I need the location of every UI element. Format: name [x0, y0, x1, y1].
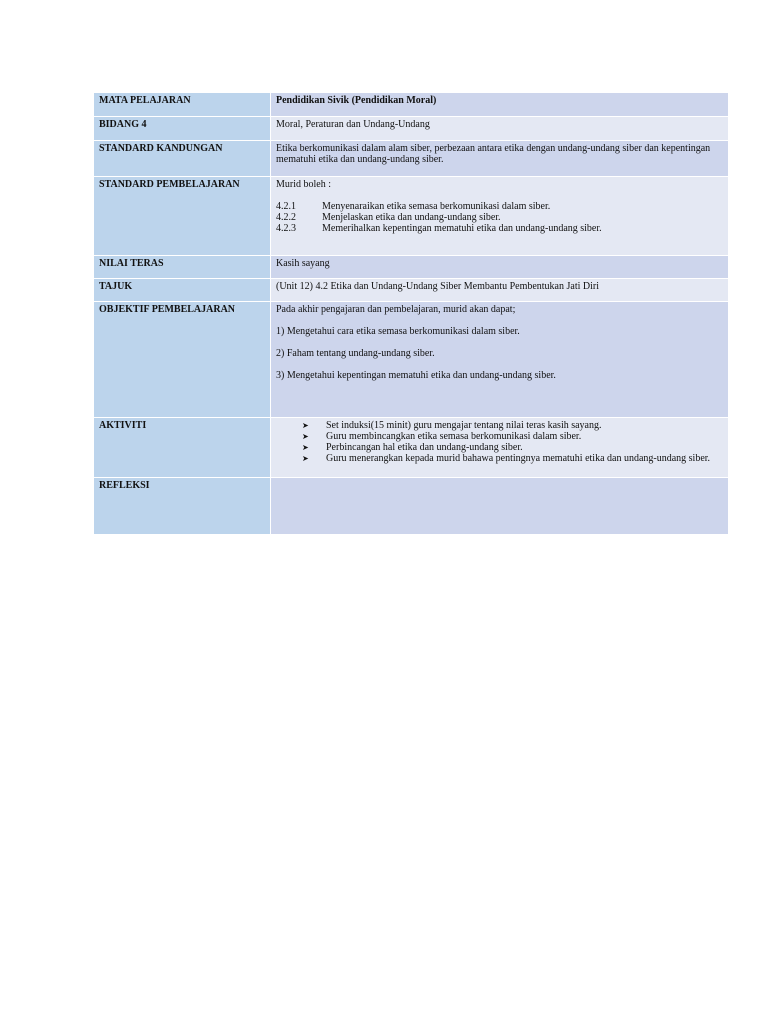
label-bidang: BIDANG 4	[94, 117, 271, 141]
arrowhead-bullet-icon: ➤	[302, 421, 309, 430]
value-nilai-teras: Kasih sayang	[271, 256, 729, 279]
value-standard-pembelajaran	[271, 177, 729, 256]
arrowhead-bullet-icon: ➤	[302, 432, 309, 441]
label-nilai-teras: NILAI TERAS	[94, 256, 271, 279]
row-refleksi	[94, 478, 729, 535]
label-standard-kandungan: STANDARD KANDUNGAN	[94, 141, 271, 177]
arrowhead-bullet-icon: ➤	[302, 443, 309, 452]
aktiviti-item-text: Guru menerangkan kepada murid bahawa pentingnya mematuhi etika dan undang-undang siber.	[326, 453, 711, 464]
standard-item	[276, 212, 723, 223]
value-bidang: Moral, Peraturan dan Undang-Undang	[271, 117, 729, 141]
standard-item-number: 4.2.3	[276, 223, 296, 234]
standard-item	[276, 201, 723, 212]
aktiviti-item-text: Set induksi(15 minit) guru mengajar tentang nilai teras kasih sayang.	[326, 420, 602, 431]
aktiviti-list	[276, 420, 723, 464]
aktiviti-item	[302, 420, 723, 431]
label-aktiviti: AKTIVITI	[94, 418, 271, 478]
standard-item-number: 4.2.1	[276, 201, 296, 212]
aktiviti-item-text: Perbincangan hal etika dan undang-undang siber.	[326, 442, 523, 453]
standard-pembelajaran-intro: Murid boleh :	[276, 179, 331, 190]
row-objektif-pembelajaran	[94, 302, 729, 418]
standard-item-text: Menyenaraikan etika semasa berkomunikasi dalam siber.	[322, 201, 551, 212]
label-tajuk: TAJUK	[94, 279, 271, 302]
objektif-intro: Pada akhir pengajaran dan pembelajaran, murid akan dapat;	[276, 304, 516, 315]
aktiviti-item	[302, 431, 723, 442]
objektif-item: 2) Faham tentang undang-undang siber.	[276, 348, 435, 359]
standard-item-text: Menjelaskan etika dan undang-undang siber.	[322, 212, 501, 223]
value-standard-kandungan: Etika berkomunikasi dalam alam siber, perbezaan antara etika dengan undang-undang siber dan kepentingan mematuhi etika dan undang-undang siber.	[271, 141, 729, 177]
label-objektif-pembelajaran: OBJEKTIF PEMBELAJARAN	[94, 302, 271, 418]
value-mata-pelajaran: Pendidikan Sivik (Pendidikan Moral)	[271, 93, 729, 117]
objektif-item: 1) Mengetahui cara etika semasa berkomunikasi dalam siber.	[276, 326, 520, 337]
label-mata-pelajaran: MATA PELAJARAN	[94, 93, 271, 117]
row-aktiviti	[94, 418, 729, 478]
standard-item-number: 4.2.2	[276, 212, 296, 223]
aktiviti-item	[302, 442, 723, 453]
row-tajuk	[94, 279, 729, 302]
row-bidang	[94, 117, 729, 141]
objektif-item: 3) Mengetahui kepentingan mematuhi etika dan undang-undang siber.	[276, 370, 556, 381]
standard-item	[276, 223, 723, 234]
standard-item-text: Memerihalkan kepentingan mematuhi etika dan undang-undang siber.	[322, 223, 602, 234]
value-aktiviti	[271, 418, 729, 478]
row-standard-kandungan	[94, 141, 729, 177]
value-tajuk: (Unit 12) 4.2 Etika dan Undang-Undang Siber Membantu Pembentukan Jati Diri	[271, 279, 729, 302]
arrowhead-bullet-icon: ➤	[302, 454, 309, 463]
row-nilai-teras	[94, 256, 729, 279]
aktiviti-item-text: Guru membincangkan etika semasa berkomunikasi dalam siber.	[326, 431, 582, 442]
row-standard-pembelajaran	[94, 177, 729, 256]
value-refleksi	[271, 478, 729, 535]
label-standard-pembelajaran: STANDARD PEMBELAJARAN	[94, 177, 271, 256]
row-mata-pelajaran	[94, 93, 729, 117]
aktiviti-item	[302, 453, 723, 464]
value-objektif-pembelajaran	[271, 302, 729, 418]
lesson-plan-table	[93, 92, 729, 535]
label-refleksi: REFLEKSI	[94, 478, 271, 535]
